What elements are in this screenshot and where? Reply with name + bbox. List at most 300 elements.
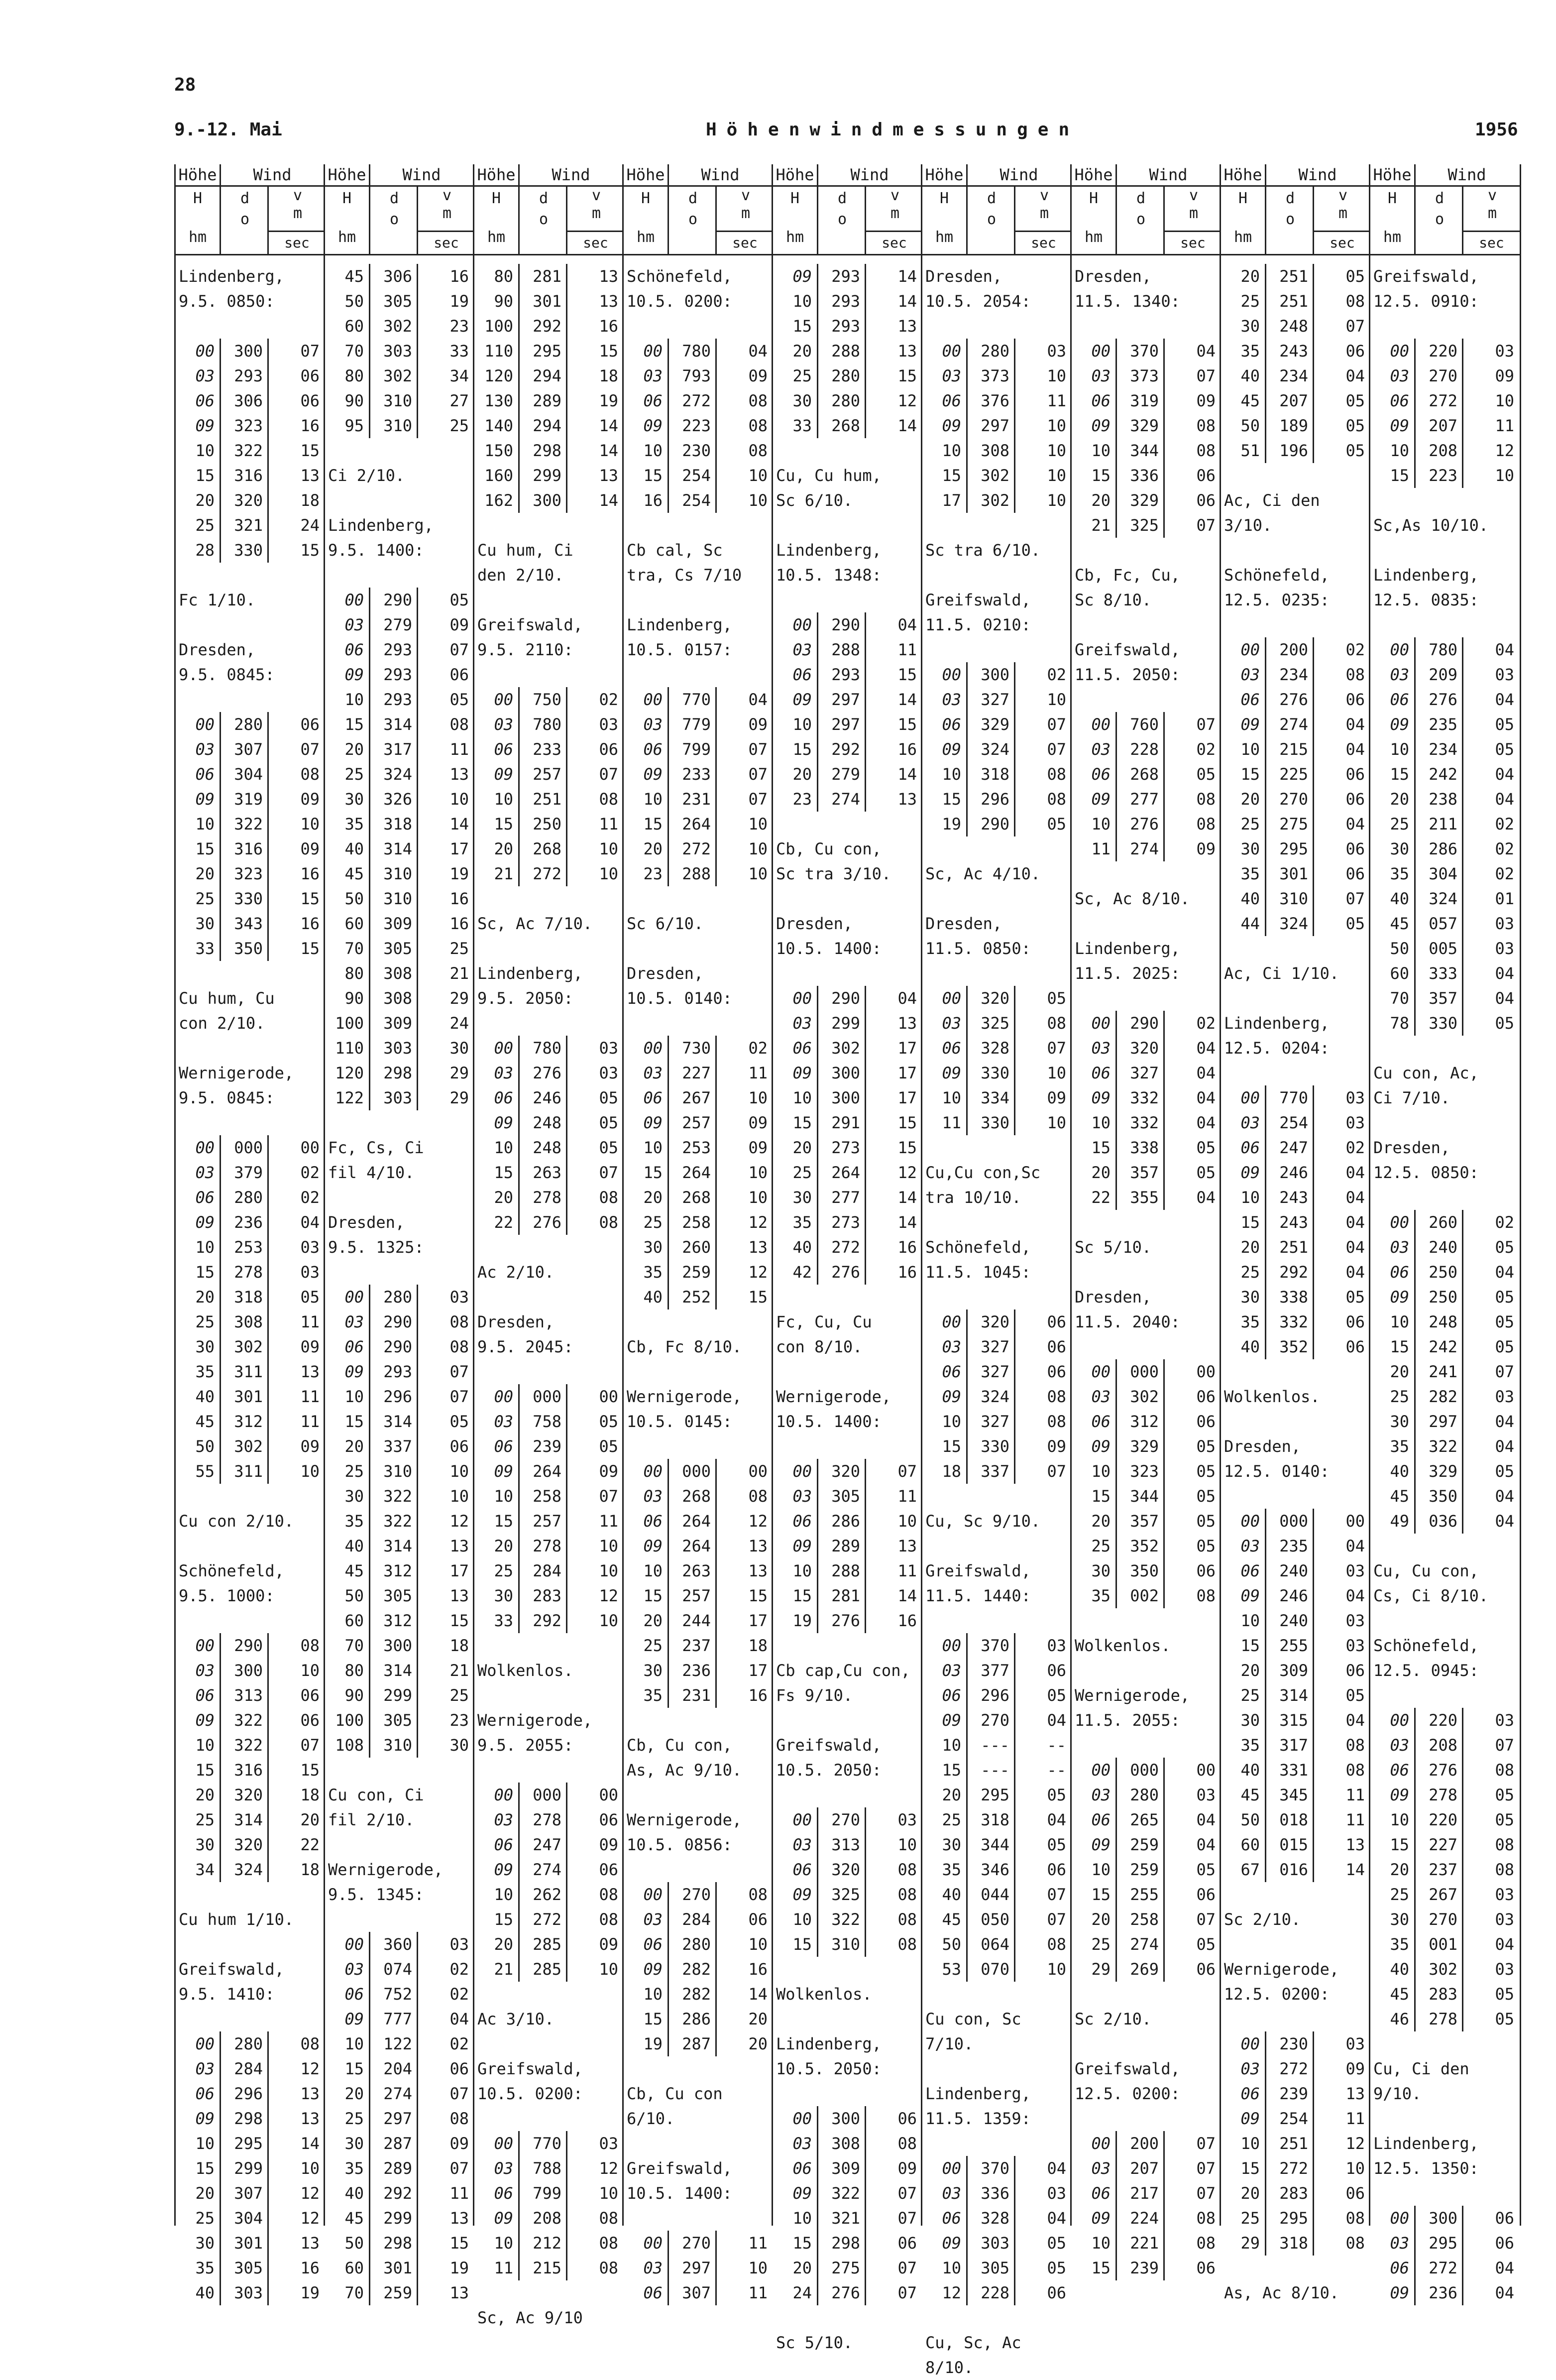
text-line: 11.5. 1045:: [925, 1263, 1031, 1282]
height-value: 06: [1091, 391, 1111, 410]
text-line: 3/10.: [1224, 516, 1272, 535]
table-row: [176, 1210, 325, 1235]
height-value: 35: [1390, 864, 1409, 883]
height-value: 40: [792, 1238, 812, 1257]
direction-value: 330: [966, 1110, 1009, 1135]
height-value: 15: [1240, 765, 1260, 784]
blank-line: [624, 1857, 773, 1882]
table-row: [922, 1708, 1072, 1733]
speed-value: 05: [1462, 1235, 1514, 1260]
table-row: [624, 1061, 773, 1085]
height-value: 10: [942, 1412, 961, 1431]
direction-value: 312: [220, 1409, 263, 1434]
direction-value: 223: [1414, 463, 1457, 488]
table-row: [176, 2231, 325, 2256]
direction-value: 239: [1265, 2081, 1308, 2106]
table-row: [325, 1583, 474, 1608]
speed-value: 05: [566, 1409, 618, 1434]
height-value: 20: [344, 1437, 364, 1456]
header-h: [1221, 188, 1265, 248]
direction-value: 322: [1414, 1434, 1457, 1459]
speed-value: 03: [1462, 936, 1514, 961]
height-value: 03: [1390, 1736, 1409, 1755]
table-row: [922, 1957, 1072, 1982]
speed-value: 04: [1313, 1235, 1365, 1260]
speed-value: 03: [1462, 1384, 1514, 1409]
height-value: 45: [344, 2209, 364, 2228]
table-row: [773, 339, 922, 363]
blank-line: [325, 438, 474, 463]
direction-value: 000: [1265, 1509, 1308, 1534]
direction-value: 324: [220, 1857, 263, 1882]
speed-value: 04: [1014, 2156, 1066, 2181]
table-row: [1221, 2181, 1370, 2206]
direction-value: 277: [1115, 787, 1159, 812]
speed-value: 10: [715, 1932, 768, 1957]
direction-value: 300: [369, 1633, 412, 1658]
height-value: 09: [344, 2010, 364, 2028]
text-line: Sc 6/10.: [776, 491, 853, 510]
text-line: 9.5. 1325:: [328, 1238, 424, 1257]
header-v-label: v: [1189, 187, 1199, 204]
speed-value: 11: [267, 1309, 320, 1334]
speed-value: 03: [566, 1036, 618, 1061]
header-hoehe: Höhe: [773, 164, 818, 187]
speed-value: 05: [1462, 1334, 1514, 1359]
height-value: 40: [1390, 889, 1409, 908]
height-value: 45: [1240, 1785, 1260, 1804]
text-line: Lindenberg,: [328, 516, 434, 535]
height-value: 06: [494, 740, 513, 759]
table-row: [1370, 1409, 1520, 1434]
height-value: 00: [643, 2234, 663, 2253]
text-line: 9/10.: [1373, 2084, 1422, 2103]
direction-value: 302: [369, 314, 412, 339]
speed-value: 16: [267, 861, 320, 886]
table-row: [773, 1260, 922, 1285]
table-row: [474, 1160, 624, 1185]
table-row: [1370, 1260, 1520, 1285]
speed-value: 11: [566, 812, 618, 836]
table-row: [922, 662, 1072, 687]
speed-value: 08: [1014, 787, 1066, 812]
direction-value: 204: [369, 2056, 412, 2081]
speed-value: 13: [417, 2206, 469, 2231]
speed-value: 02: [1462, 861, 1514, 886]
speed-value: 10: [566, 836, 618, 861]
height-value: 15: [792, 1935, 812, 1954]
direction-value: 332: [1115, 1085, 1159, 1110]
direction-value: 272: [667, 388, 711, 413]
table-row: [1370, 1783, 1520, 1807]
direction-value: 370: [966, 1633, 1009, 1658]
table-row: [325, 2256, 474, 2280]
direction-value: 284: [667, 1907, 711, 1932]
height-value: 06: [1091, 1810, 1111, 1829]
table-row: [325, 413, 474, 438]
height-value: 06: [643, 391, 663, 410]
height-value: 10: [792, 1910, 812, 1929]
speed-value: 12: [865, 1160, 917, 1185]
text-line: 11.5. 2055:: [1075, 1711, 1180, 1730]
height-value: 15: [643, 815, 663, 833]
speed-value: 10: [566, 1534, 618, 1558]
speed-value: 04: [1313, 812, 1365, 836]
height-value: 03: [1240, 1113, 1260, 1132]
data-column: [324, 164, 474, 2302]
height-value: 35: [344, 815, 364, 833]
height-value: 40: [1390, 1462, 1409, 1481]
speed-value: 09: [267, 1434, 320, 1459]
table-row: [624, 1658, 773, 1683]
height-value: 25: [1390, 1387, 1409, 1406]
text-line: Sc, Ac 9/10: [477, 2308, 583, 2327]
table-row: [1370, 1384, 1520, 1409]
header-m-label: m: [1487, 205, 1497, 222]
direction-value: 336: [966, 2181, 1009, 2206]
direction-value: 760: [1115, 712, 1159, 737]
speed-value: 11: [1313, 2106, 1365, 2131]
blank-line: [773, 1957, 922, 1982]
speed-value: 04: [1462, 1932, 1514, 1957]
speed-value: 09: [267, 836, 320, 861]
speed-value: 07: [1014, 1907, 1066, 1932]
table-row: [1221, 2056, 1370, 2081]
table-row: [922, 2231, 1072, 2256]
table-row: [1370, 1907, 1520, 1932]
table-row: [1370, 1733, 1520, 1758]
speed-value: 19: [417, 861, 469, 886]
direction-value: 228: [966, 2280, 1009, 2305]
direction-value: 301: [369, 2256, 412, 2280]
direction-value: 241: [1414, 1359, 1457, 1384]
height-value: 09: [494, 1462, 513, 1481]
height-value: 45: [195, 1412, 215, 1431]
direction-value: 330: [966, 1434, 1009, 1459]
table-row: [474, 1608, 624, 1633]
header-hoehe: Höhe: [1370, 164, 1416, 187]
direction-value: 211: [1414, 812, 1457, 836]
table-row: [773, 1061, 922, 1085]
table-row: [1221, 2156, 1370, 2181]
direction-value: 231: [667, 1683, 711, 1708]
blank-line: [325, 1260, 474, 1285]
header-sec-label: sec: [1462, 231, 1520, 254]
direction-value: 243: [1265, 1185, 1308, 1210]
table-row: [325, 662, 474, 687]
direction-value: 290: [817, 612, 860, 637]
direction-value: 307: [220, 2181, 263, 2206]
speed-value: 10: [1462, 388, 1514, 413]
height-value: 00: [195, 1138, 215, 1157]
direction-value: 242: [1414, 1334, 1457, 1359]
speed-value: 10: [715, 836, 768, 861]
header-d-label: d: [1285, 190, 1295, 207]
height-value: 03: [1091, 1785, 1111, 1804]
speed-value: 14: [865, 762, 917, 787]
speed-value: 15: [267, 538, 320, 563]
table-row: [773, 1135, 922, 1160]
text-line: Cu hum, Cu: [179, 989, 275, 1008]
height-value: 25: [344, 765, 364, 784]
table-row: [1072, 762, 1221, 787]
speed-value: 06: [417, 1434, 469, 1459]
height-value: 06: [1390, 391, 1409, 410]
speed-value: 05: [1462, 1459, 1514, 1484]
direction-value: 290: [220, 1633, 263, 1658]
table-row: [773, 687, 922, 712]
table-row: [474, 1807, 624, 1832]
speed-value: 04: [1462, 1509, 1514, 1534]
blank-line: [1072, 2106, 1221, 2131]
height-value: 25: [792, 366, 812, 385]
speed-value: 07: [417, 1359, 469, 1384]
direction-value: 280: [220, 712, 263, 737]
speed-value: 10: [267, 1459, 320, 1484]
table-row: [624, 2231, 773, 2256]
table-row: [325, 1509, 474, 1534]
speed-value: 05: [566, 1085, 618, 1110]
direction-value: 310: [1265, 886, 1308, 911]
height-value: 03: [344, 1312, 364, 1331]
column-header: [1370, 164, 1520, 255]
blank-line: [325, 1832, 474, 1857]
direction-value: 379: [220, 1160, 263, 1185]
table-row: [922, 1733, 1072, 1758]
direction-value: 322: [817, 1907, 860, 1932]
blank-line: [176, 1932, 325, 1957]
speed-value: 08: [715, 388, 768, 413]
blank-line: [474, 886, 624, 911]
speed-value: 06: [267, 712, 320, 737]
text-line: 9.5. 1410:: [179, 1985, 275, 2004]
text-line: 12.5. 0200:: [1075, 2084, 1180, 2103]
speed-value: 08: [1313, 2206, 1365, 2231]
direction-value: 330: [1414, 1011, 1457, 1036]
direction-value: 357: [1414, 986, 1457, 1011]
height-value: 00: [494, 2134, 513, 2153]
text-line: Cb, Cu con,: [776, 839, 882, 858]
height-value: 25: [792, 1163, 812, 1182]
column-rows: [922, 264, 1072, 2377]
height-value: 03: [792, 1835, 812, 1854]
table-row: [1072, 1758, 1221, 1783]
direction-value: 244: [667, 1608, 711, 1633]
height-value: 20: [195, 1288, 215, 1307]
table-row: [176, 1807, 325, 1832]
height-value: 00: [1390, 1213, 1409, 1232]
header-d: [1115, 187, 1165, 254]
speed-value: 08: [566, 1907, 618, 1932]
direction-value: 270: [966, 1708, 1009, 1733]
table-row: [325, 1334, 474, 1359]
speed-value: 18: [417, 1633, 469, 1658]
direction-value: 220: [1414, 1807, 1457, 1832]
speed-value: 09: [566, 1932, 618, 1957]
speed-value: 08: [417, 2106, 469, 2131]
table-row: [922, 463, 1072, 488]
blank-line: [773, 513, 922, 538]
height-value: 06: [942, 1686, 961, 1705]
table-row: [1221, 1309, 1370, 1334]
table-row: [474, 264, 624, 289]
speed-value: 08: [1163, 438, 1216, 463]
height-value: 00: [1091, 2134, 1111, 2153]
height-value: 06: [195, 1188, 215, 1207]
text-line: 10.5. 1400:: [776, 939, 882, 958]
speed-value: 05: [1462, 1783, 1514, 1807]
height-value: 45: [1390, 1487, 1409, 1506]
blank-line: [474, 2031, 624, 2056]
height-value: 03: [942, 1661, 961, 1680]
speed-value: 05: [1462, 1285, 1514, 1309]
direction-value: 050: [966, 1907, 1009, 1932]
table-row: [325, 2181, 474, 2206]
page-number: 28: [174, 75, 196, 95]
speed-value: 10: [417, 1484, 469, 1509]
text-line: Ac, Ci den: [1224, 491, 1320, 510]
height-value: 35: [643, 1686, 663, 1705]
blank-line: [1221, 538, 1370, 563]
direction-value: 330: [966, 1061, 1009, 1085]
blank-line: [922, 1135, 1072, 1160]
height-value: 46: [1390, 2010, 1409, 2028]
height-value: 20: [344, 2084, 364, 2103]
speed-value: 11: [715, 1061, 768, 1085]
height-value: 15: [195, 2159, 215, 2178]
direction-value: 000: [518, 1783, 561, 1807]
table-row: [1221, 1210, 1370, 1235]
speed-value: 16: [865, 1235, 917, 1260]
table-row: [325, 836, 474, 861]
header-wind: Wind: [220, 164, 325, 187]
table-row: [624, 1160, 773, 1185]
speed-value: 10: [267, 1658, 320, 1683]
speed-value: 18: [267, 1783, 320, 1807]
speed-value: 05: [1462, 737, 1514, 762]
height-value: 25: [344, 2109, 364, 2128]
table-row: [1072, 787, 1221, 812]
wind-table: [174, 164, 1522, 2377]
speed-value: 16: [417, 886, 469, 911]
height-value: 30: [195, 1337, 215, 1356]
table-row: [922, 1061, 1072, 1085]
speed-value: 16: [267, 911, 320, 936]
direction-value: 309: [369, 911, 412, 936]
table-row: [176, 836, 325, 861]
height-value: 03: [494, 2159, 513, 2178]
blank-line: [1072, 1608, 1221, 1633]
speed-value: 07: [1014, 1036, 1066, 1061]
height-value: 60: [344, 317, 364, 336]
table-row: [1221, 687, 1370, 712]
height-value: 06: [195, 1686, 215, 1705]
table-row: [176, 2081, 325, 2106]
speed-value: 05: [1163, 1932, 1216, 1957]
direction-value: 304: [1414, 861, 1457, 886]
direction-value: 208: [1414, 1733, 1457, 1758]
table-row: [325, 1633, 474, 1658]
height-value: 15: [792, 1113, 812, 1132]
table-row: [1221, 1534, 1370, 1558]
table-row: [1221, 1260, 1370, 1285]
speed-value: 10: [715, 1185, 768, 1210]
header-hoehe: Höhe: [624, 164, 669, 187]
blank-line: [1072, 612, 1221, 637]
table-row: [1370, 363, 1520, 388]
text-line: 11.5. 1440:: [925, 1586, 1031, 1605]
height-value: 06: [643, 1935, 663, 1954]
direction-value: 257: [518, 762, 561, 787]
table-row: [474, 1434, 624, 1459]
speed-value: 08: [267, 2031, 320, 2056]
header-separator: [1414, 164, 1416, 254]
height-value: 15: [195, 466, 215, 485]
direction-value: 325: [817, 1882, 860, 1907]
height-value: 06: [494, 1437, 513, 1456]
table-row: [1370, 911, 1520, 936]
data-column: [772, 164, 922, 2352]
height-value: 00: [1091, 1362, 1111, 1381]
table-row: [773, 762, 922, 787]
direction-value: 305: [966, 2256, 1009, 2280]
text-line: Lindenberg,: [925, 2084, 1031, 2103]
direction-value: 274: [369, 2081, 412, 2106]
direction-value: 344: [1115, 1484, 1159, 1509]
direction-value: 272: [518, 1907, 561, 1932]
speed-value: 08: [1462, 1758, 1514, 1783]
table-row: [474, 1135, 624, 1160]
direction-value: 298: [369, 1061, 412, 1085]
direction-value: 346: [966, 1857, 1009, 1882]
height-value: 00: [1390, 342, 1409, 360]
speed-value: 10: [1014, 1957, 1066, 1982]
speed-value: 03: [1014, 2181, 1066, 2206]
table-row: [474, 1783, 624, 1807]
speed-value: 11: [715, 2231, 768, 2256]
height-value: 21: [494, 1960, 513, 1979]
text-line: 10.5. 0145:: [627, 1412, 732, 1431]
speed-value: 05: [566, 1110, 618, 1135]
table-row: [922, 2256, 1072, 2280]
direction-value: 310: [369, 886, 412, 911]
direction-value: 350: [1414, 1484, 1457, 1509]
height-value: 35: [195, 2259, 215, 2277]
height-value: 09: [792, 690, 812, 709]
direction-value: 236: [220, 1210, 263, 1235]
speed-value: 03: [1462, 662, 1514, 687]
speed-value: 16: [566, 314, 618, 339]
speed-value: 04: [865, 986, 917, 1011]
direction-value: 297: [817, 712, 860, 737]
direction-value: 248: [1265, 314, 1308, 339]
data-column: [174, 164, 325, 2302]
table-row: [1072, 1409, 1221, 1434]
height-value: 09: [792, 1064, 812, 1082]
height-value: 15: [494, 1163, 513, 1182]
height-value: 03: [1091, 1039, 1111, 1058]
direction-value: 236: [1414, 2280, 1457, 2305]
height-value: 23: [643, 864, 663, 883]
header-wind: Wind: [1115, 164, 1221, 187]
table-row: [325, 588, 474, 612]
table-row: [773, 737, 922, 762]
speed-value: 04: [1462, 1409, 1514, 1434]
direction-value: 296: [966, 1683, 1009, 1708]
text-line: 9.5. 0845:: [179, 665, 275, 684]
table-row: [1072, 1459, 1221, 1484]
direction-value: 290: [817, 986, 860, 1011]
